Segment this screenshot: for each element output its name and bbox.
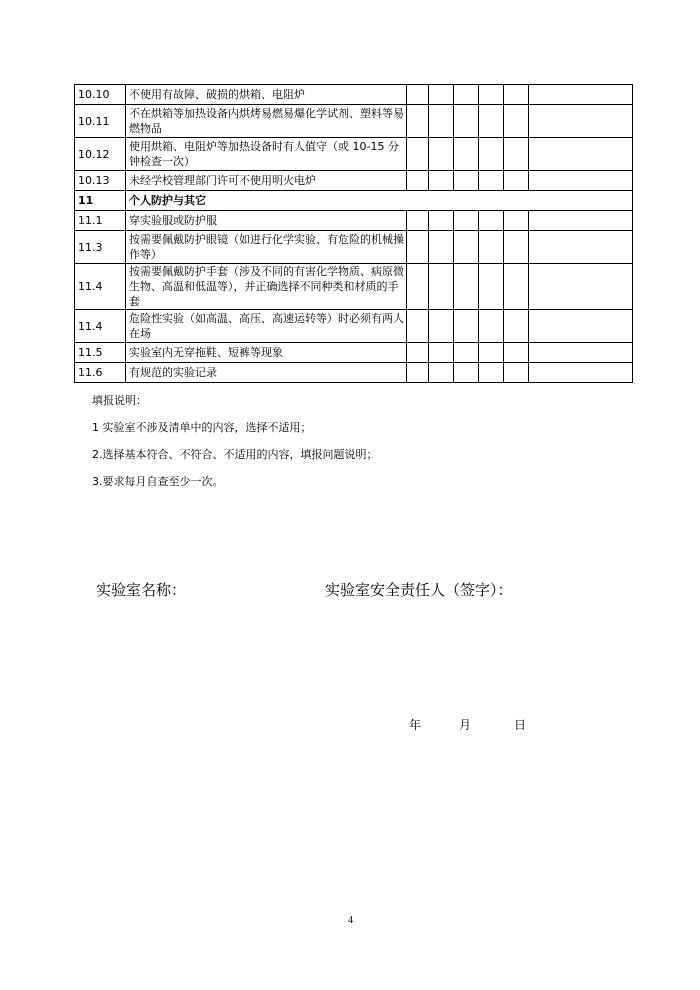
check-cell[interactable] xyxy=(454,343,479,363)
checklist-table xyxy=(74,84,633,383)
check-cell[interactable] xyxy=(407,85,429,105)
row-number: 10.10 xyxy=(75,85,126,105)
remark-cell[interactable] xyxy=(529,85,633,105)
check-cell[interactable] xyxy=(429,343,454,363)
check-cell[interactable] xyxy=(407,171,429,191)
check-cell[interactable] xyxy=(407,138,429,171)
lab-name-label: 实验室名称： xyxy=(96,581,187,599)
check-cell[interactable] xyxy=(429,105,454,138)
table-row xyxy=(75,211,633,231)
row-number: 11.5 xyxy=(75,343,126,363)
check-cell[interactable] xyxy=(454,171,479,191)
check-cell[interactable] xyxy=(454,105,479,138)
note-item: 2.选择基本符合、不符合、不适用的内容，填报问题说明； xyxy=(92,448,378,461)
check-cell[interactable] xyxy=(479,343,504,363)
check-cell[interactable] xyxy=(429,85,454,105)
table-row xyxy=(75,138,633,171)
check-cell[interactable] xyxy=(504,138,529,171)
check-cell[interactable] xyxy=(429,231,454,264)
check-cell[interactable] xyxy=(454,363,479,383)
check-cell[interactable] xyxy=(454,231,479,264)
check-cell[interactable] xyxy=(479,363,504,383)
row-description: 危险性实验（如高温、高压、高速运转等）时必须有两人在场 xyxy=(126,310,407,343)
row-description: 实验室内无穿拖鞋、短裤等现象 xyxy=(126,343,407,363)
row-description: 不在烘箱等加热设备内烘烤易燃易爆化学试剂、塑料等易燃物品 xyxy=(126,105,407,138)
check-cell[interactable] xyxy=(479,171,504,191)
row-description: 使用烘箱、电阻炉等加热设备时有人值守（或 10-15 分钟检查一次） xyxy=(126,138,407,171)
table-row xyxy=(75,85,633,105)
row-number: 10.12 xyxy=(75,138,126,171)
responsible-person-label: 实验室安全责任人（签字）： xyxy=(325,581,513,599)
check-cell[interactable] xyxy=(429,138,454,171)
check-cell[interactable] xyxy=(429,363,454,383)
section-title: 个人防护与其它 xyxy=(126,191,633,211)
section-number: 11 xyxy=(75,191,126,211)
date-month-label: 月 xyxy=(459,718,472,732)
row-description: 按需要佩戴防护手套（涉及不同的有害化学物质、病原微生物、高温和低温等），并正确选择不同种类和材质的手套 xyxy=(126,264,407,310)
date-year-label: 年 xyxy=(409,718,422,732)
check-cell[interactable] xyxy=(407,310,429,343)
check-cell[interactable] xyxy=(504,211,529,231)
check-cell[interactable] xyxy=(479,264,504,310)
check-cell[interactable] xyxy=(407,363,429,383)
check-cell[interactable] xyxy=(479,211,504,231)
check-cell[interactable] xyxy=(454,310,479,343)
table-row xyxy=(75,264,633,310)
check-cell[interactable] xyxy=(454,211,479,231)
note-item: 3.要求每月自查至少一次。 xyxy=(92,475,224,488)
remark-cell[interactable] xyxy=(529,105,633,138)
check-cell[interactable] xyxy=(479,85,504,105)
table-row xyxy=(75,105,633,138)
row-number: 11.4 xyxy=(75,264,126,310)
check-cell[interactable] xyxy=(429,310,454,343)
check-cell[interactable] xyxy=(504,171,529,191)
check-cell[interactable] xyxy=(429,171,454,191)
check-cell[interactable] xyxy=(407,343,429,363)
check-cell[interactable] xyxy=(407,211,429,231)
check-cell[interactable] xyxy=(504,231,529,264)
check-cell[interactable] xyxy=(504,264,529,310)
table-row xyxy=(75,171,633,191)
filling-instructions xyxy=(92,393,378,501)
remark-cell[interactable] xyxy=(529,138,633,171)
remark-cell[interactable] xyxy=(529,343,633,363)
remark-cell[interactable] xyxy=(529,363,633,383)
row-description: 按需要佩戴防护眼镜（如进行化学实验、有危险的机械操作等） xyxy=(126,231,407,264)
check-cell[interactable] xyxy=(479,310,504,343)
check-cell[interactable] xyxy=(407,231,429,264)
remark-cell[interactable] xyxy=(529,310,633,343)
row-number: 10.13 xyxy=(75,171,126,191)
check-cell[interactable] xyxy=(454,85,479,105)
check-cell[interactable] xyxy=(479,138,504,171)
row-number: 11.4 xyxy=(75,310,126,343)
table-row xyxy=(75,231,633,264)
row-number: 11.1 xyxy=(75,211,126,231)
row-description: 穿实验服或防护服 xyxy=(126,211,407,231)
remark-cell[interactable] xyxy=(529,211,633,231)
row-number: 11.6 xyxy=(75,363,126,383)
page-number: 4 xyxy=(348,915,353,926)
check-cell[interactable] xyxy=(454,264,479,310)
section-row xyxy=(75,191,633,211)
check-cell[interactable] xyxy=(504,85,529,105)
remark-cell[interactable] xyxy=(529,264,633,310)
remark-cell[interactable] xyxy=(529,171,633,191)
check-cell[interactable] xyxy=(479,105,504,138)
check-cell[interactable] xyxy=(504,363,529,383)
notes-title: 填报说明： xyxy=(92,394,147,407)
row-description: 未经学校管理部门许可不使用明火电炉 xyxy=(126,171,407,191)
row-description: 不使用有故障、破损的烘箱、电阻炉 xyxy=(126,85,407,105)
check-cell[interactable] xyxy=(407,105,429,138)
check-cell[interactable] xyxy=(429,264,454,310)
check-cell[interactable] xyxy=(504,310,529,343)
date-day-label: 日 xyxy=(514,718,527,732)
row-number: 11.3 xyxy=(75,231,126,264)
table-row xyxy=(75,343,633,363)
check-cell[interactable] xyxy=(504,343,529,363)
table-row xyxy=(75,310,633,343)
check-cell[interactable] xyxy=(454,138,479,171)
remark-cell[interactable] xyxy=(529,231,633,264)
check-cell[interactable] xyxy=(504,105,529,138)
row-number: 10.11 xyxy=(75,105,126,138)
check-cell[interactable] xyxy=(479,231,504,264)
note-item: 1 实验室不涉及清单中的内容，选择不适用； xyxy=(92,421,312,434)
check-cell[interactable] xyxy=(407,264,429,310)
check-cell[interactable] xyxy=(429,211,454,231)
table-row xyxy=(75,363,633,383)
row-description: 有规范的实验记录 xyxy=(126,363,407,383)
